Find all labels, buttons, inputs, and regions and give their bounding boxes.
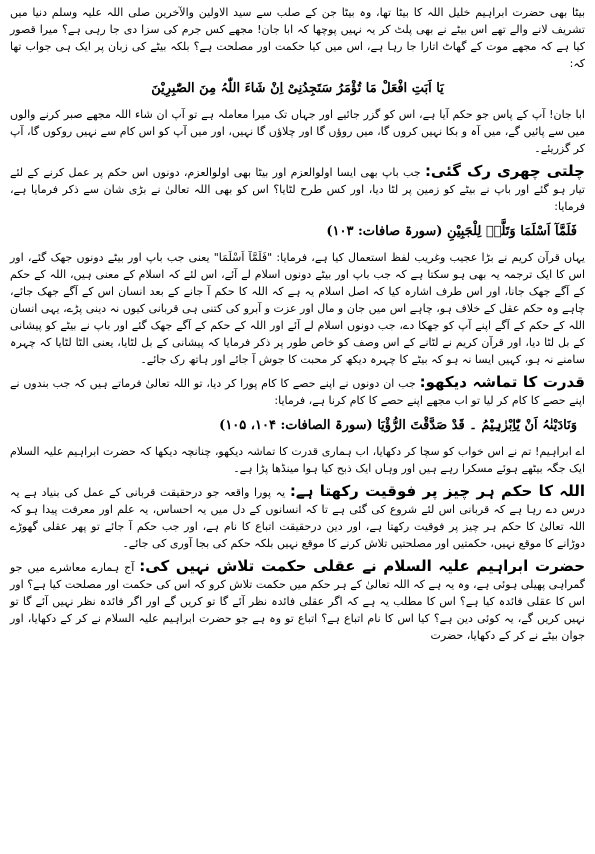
quran-verse-1: یَا اَبَتِ افْعَلْ مَا تُؤْمَرُ سَتَجِدُنِیْ اِنْ شَاءَ اللّٰہُ مِنَ الصّٰبِرِیْنَ xyxy=(151,81,444,96)
section-knife-stopped xyxy=(10,163,585,215)
heading-no-rational-wisdom: حضرت ابراہیم علیہ السلام نے عقلی حکمت تلاش نہیں کی: xyxy=(139,557,586,575)
paragraph-5: جب ان دونوں نے اپنے حصے کا کام پورا کر دیا، تو اللہ تعالیٰ فرماتے ہیں کہ جب بندوں نے اپنے حصے کا کام کر لیا تو اب مجھے اپنے حصے کا کام کرنا ہے، فرمایا: xyxy=(10,377,585,407)
heading-knife-stopped: چلتی چھری رک گئی: xyxy=(424,162,585,180)
section-no-rational-wisdom xyxy=(10,558,585,644)
paragraph-7: یہ پورا واقعہ جو درحقیقت قربانی کے عمل کی بنیاد ہے یہ درس دے رہا ہے کہ قربانی اس لئے شروع کی گئی ہے تا کہ انسانوں کے دل میں یہ احساس، یہ علم اور معرفت پیدا ہو کہ اللہ تعالیٰ کا حکم ہر چیز پر فوقیت رکھتا ہے، اور دین درحقیقت اتباع کا نام ہے، اور جب حکم آ جائے تو پھر عقلی گھوڑے دوڑانے کا موقع نہیں، حکمتیں اور مصلحتیں تلاش کرنے کا موقع نہیں بلکہ حکم کی بجا آوری کی جائے۔ xyxy=(10,486,585,550)
paragraph-8: آج ہمارے معاشرے میں جو گمراہی پھیلی ہوئی ہے، وہ یہ ہے کہ اللہ تعالیٰ کے ہر حکم میں حکمت تلاش کرو کہ اس کی حکمت اور مصلحت کیا ہے؟ اور اس کا عقلی فائدہ کیا ہے؟ اس کا مطلب یہ ہے کہ اگر عقلی فائدہ نظر آئے گا تو کریں گے اور اگر فائدہ نظر نہیں آئے گا تو نہیں کریں گے، یہ کوئی دین ہے؟ کیا اس کا نام اتباع ہے؟ اتباع تو وہ ہے جو حضرت ابراہیم علیہ السلام نے کر کے دکھایا، اور جوان بیٹے نے کر کے دکھایا، حضرت xyxy=(10,561,585,642)
quran-verse-2 xyxy=(10,223,585,241)
paragraph-3: جب باپ بھی ایسا اولوالعزم اور بیٹا بھی اولوالعزم، دونوں اس حکم پر عمل کرنے کے لئے تیار ہو گئے اور باپ نے بیٹے کو زمین پر لٹا دیا، اور کس طرح لٹایا؟ اس کو بھی اللہ تعالیٰ نے بڑی شان سے ذکر فرمایا ہے، فرمایا: xyxy=(10,166,585,213)
paragraph-1: بیٹا بھی حضرت ابراہیم خلیل اللہ کا بیٹا تھا، وہ بیٹا جن کے صلب سے سید الاولین والآخرین صلی اللہ علیہ وسلم دنیا میں تشریف لانے والے تھے اس بیٹے نے بھی پلٹ کر یہ نہیں پوچھا کہ ابا جان! مجھے کس جرم کی سزا دی جا رہی ہے؟ میرا قصور کیا ہے کہ مجھے موت کے گھاٹ اتارا جا رہا ہے، اس میں کیا حکمت اور مصلحت ہے؟ بلکہ بیٹے کی زبان پر ایک ہی جواب تھا کہ: xyxy=(10,6,585,70)
verse-2-text: فَلَمَّآ اَسْلَمَا وَتَلَّہٗ لِلْجَبِیْنِ xyxy=(446,224,577,239)
verse-3-reference: (سورۃ الصافات: ۱۰۴، ۱۰۵) xyxy=(219,418,373,433)
heading-divine-power: قدرت کا تماشہ دیکھو: xyxy=(419,373,586,391)
quran-verse-3 xyxy=(10,417,585,435)
verse-3-text: وَنَادَیْنٰہُ اَنْ یّٰاِبْرٰہِیْمُ ۔ قَدْ صَدَّقْتَ الرُّؤْیَا xyxy=(377,418,577,433)
document-page xyxy=(10,4,585,846)
verse-2-reference: (سورۃ صافات: ۱۰۳) xyxy=(326,224,443,239)
section-divine-power xyxy=(10,374,585,409)
section-command-supremacy xyxy=(10,483,585,552)
paragraph-6: اے ابراہیم! تم نے اس خواب کو سچا کر دکھایا، اب ہماری قدرت کا تماشہ دیکھو، چنانچہ دیکھا کہ حضرت ابراہیم علیہ السلام ایک جگہ بیٹھے ہوئے مسکرا رہے ہیں اور وہاں ایک ذبح کیا ہوا مینڈھا پڑا ہے۔ xyxy=(10,445,585,475)
paragraph-2: ابا جان! آپ کے پاس جو حکم آیا ہے، اس کو گزر جائیے اور جہاں تک میرا معاملہ ہے تو آپ ان شاء اللہ مجھے صبر کرنے والوں میں سے پائیں گے، میں آہ و بکا نہیں کروں گا، میں روؤں گا اور چلاؤں گا نہیں، اور میں آپ کو اس کام سے نہیں روکوں گا، آپ کر گزریئے۔ xyxy=(10,108,585,155)
heading-command-supremacy: اللہ کا حکم ہر چیز پر فوقیت رکھتا ہے: xyxy=(289,482,585,500)
paragraph-4: یہاں قرآن کریم نے بڑا عجیب وغریب لفظ استعمال کیا ہے، فرمایا: "فَلَمَّآ اَسْلَمَا" یعنی جب باپ اور بیٹے دونوں جھک گئے، اور اس کا ایک ترجمہ یہ بھی ہو سکتا ہے کہ جب باپ اور بیٹے دونوں اسلام لے آئے، اس لئے کہ اسلام کے معنی ہیں، اللہ کے حکم کے آگے جھک جانا، اور اس طرف اشارہ کیا کہ اصل اسلام یہ ہے کہ اللہ کا حکم آ جانے کے بعد انسان اس کے آگے جھک جائے، چاہے وہ حکم عقل کے خلاف ہو، چاہے اس میں جان و مال اور عزت و آبرو کی کتنی ہی قربانی کیوں نہ دینی پڑے، یہی انسان اللہ کے حکم کے آگے اپنے آپ کو جھکا دے، جب دونوں اسلام لے آئے اور اللہ کے حکم کے آگے جھک گئے اور باپ نے بیٹے کو پیشانی کے بل لٹا دیا، اور قرآن کریم نے لٹانے کے اس وصف کو خاص طور پر ذکر فرمایا کہ پیشانی کے بل لٹایا، یعنی الٹا لٹایا کہ چہرہ سامنے نہ ہو، کہیں ایسا نہ ہو کہ بیٹے کا چہرہ دیکھ کر محبت کا جوش آ جائے اور ہاتھ رک جائے۔ xyxy=(10,251,585,366)
